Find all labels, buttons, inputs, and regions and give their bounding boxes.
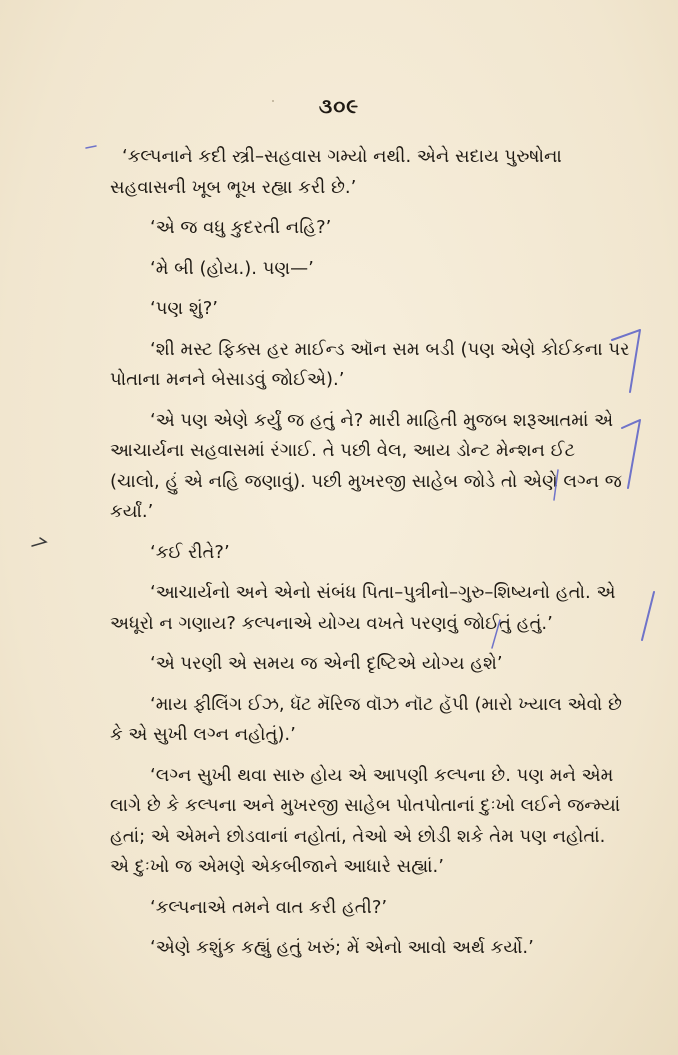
paragraph: ‘એ પણ એણે કર્યું જ હતું ને? મારી માહિતી મુજબ શરૂઆતમાં એ આચાર્યના સહવાસમાં રંગાઈ. તે પછી વેલ, આય ડોન્ટ મેન્શન ઈટ (ચાલો, હું એ નહિ જણાવું). પછી મુખરજી સાહેબ જોડે તો એણે લગ્ન જ કર્યાં.’: [110, 409, 622, 522]
paragraph: ‘એણે કશુંક કહ્યું હતું ખરું; મેં એનો આવો અર્થ કર્યો.’: [150, 937, 534, 958]
paragraph: ‘લગ્ન સુખી થવા સારુ હોય એ આપણી કલ્પના છે. પણ મને એમ લાગે છે કે કલ્પના અને મુખરજી સાહેબ પોતપોતાનાં દુઃખો લઈને જન્મ્યાં હતાં; એ એમને છોડવાનાં નહોતાં, તેઓ એ છોડી શકે તેમ પણ નહોતાં. એ દુઃખો જ એમણે એકબીજાને આધારે સહ્યાં.’: [110, 764, 621, 877]
paragraph: ‘કલ્પનાએ તમને વાત કરી હતી?’: [150, 896, 388, 918]
paragraph: ‘એ પરણી એ સમય જ એની દૃષ્ટિએ યોગ્ય હશે’: [150, 653, 503, 674]
paragraph: ‘આચાર્યનો અને એનો સંબંધ પિતા–પુત્રીનો–ગુરુ–શિષ્યનો હતો. એ અધૂરો ન ગણાય? કલ્પનાએ યોગ્ય વખતે પરણવું જોઈતું હતું.’: [110, 582, 616, 634]
paragraph: ‘કલ્પનાને કદી સ્ત્રી–સહવાસ ગમ્યો નથી. એને સદાય પુરુષોના સહવાસની ખૂબ ભૂખ રહ્યા કરી છે.’: [110, 146, 562, 198]
page-number: ૩૦૯: [318, 94, 360, 118]
paragraph: ‘એ જ વધુ કુદરતી નહિ?’: [150, 217, 332, 238]
paragraph: ‘પણ શું?’: [150, 298, 218, 319]
paragraph: ‘શી મસ્ટ ફિક્સ હર માઈન્ડ ઑન સમ બડી (પણ એણે કોઈકના પર પોતાના મનને બેસાડવું જોઈએ).’: [110, 338, 630, 390]
paragraph: ‘માય ફીલિંગ ઈઝ, ધૅટ મૅરિજ વૉઝ નૉટ હૅપી (મારો ખ્યાલ એવો છે કે એ સુખી લગ્ન નહોતું).’: [110, 693, 622, 745]
paragraph: ‘કઈ રીતે?’: [150, 541, 230, 563]
body-text: [110, 142, 630, 974]
paragraph: ‘મે બી (હોય.). પણ—’: [150, 257, 314, 279]
